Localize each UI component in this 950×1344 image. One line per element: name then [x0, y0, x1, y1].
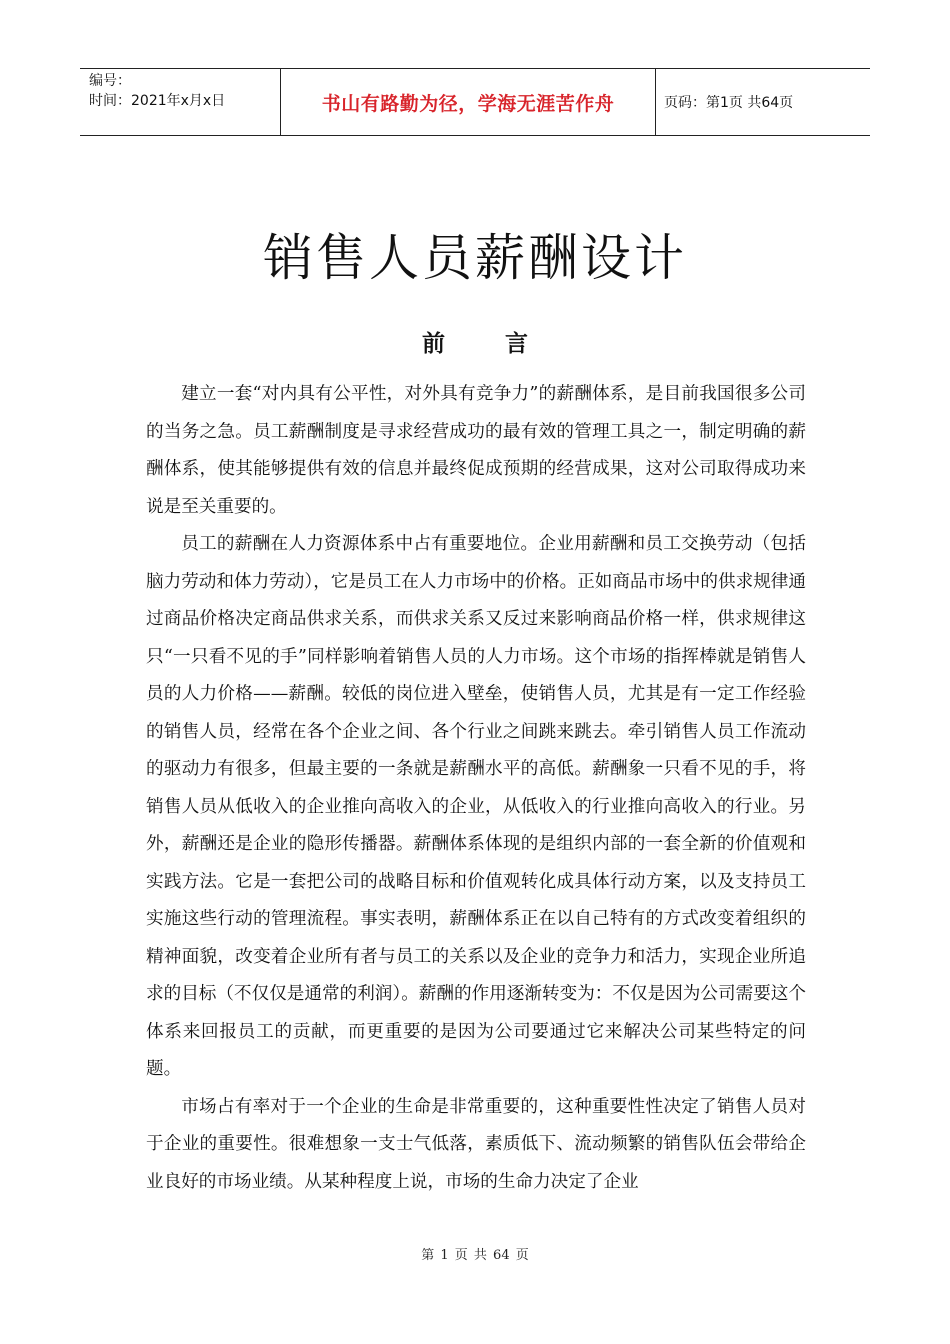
document-time-label: 时间：2021年x月x日 — [89, 93, 226, 109]
document-title: 销售人员薪酬设计 — [263, 229, 687, 287]
section-heading: 前言 — [422, 331, 588, 357]
header-motto: 书山有路勤为径，学海无涯苦作舟 — [280, 69, 656, 135]
paragraph: 市场占有率对于一个企业的生命是非常重要的，这种重要性性决定了销售人员对于企业的重要性。很难想象一支士气低落，素质低下、流动频繁的销售队伍会带给企业良好的市场业绩。从某种程度上说，市场的生命力决定了企业 — [146, 1096, 806, 1192]
page-footer: 第 1 页 共 64 页 — [421, 1248, 529, 1263]
document-body — [146, 376, 806, 1201]
page-header — [80, 68, 870, 136]
paragraph: 员工的薪酬在人力资源体系中占有重要地位。企业用薪酬和员工交换劳动（包括脑力劳动和体力劳动），它是员工在人力市场中的价格。正如商品市场中的供求规律通过商品价格决定商品供求关系，而供求关系又反过来影响商品价格一样，供求规律这只“一只看不见的手”同样影响着销售人员的人力市场。这个市场的指挥棒就是销售人员的人力价格——薪酬。较低的岗位进入壁垒，使销售人员，尤其是有一定工作经验的销售人员，经常在各个企业之间、各个行业之间跳来跳去。牵引销售人员工作流动的驱动力有很多，但最主要的一条就是薪酬水平的高低。薪酬象一只看不见的手，将销售人员从低收入的企业推向高收入的企业，从低收入的行业推向高收入的行业。另外，薪酬还是企业的隐形传播器。薪酬体系体现的是组织内部的一套全新的价值观和实践方法。它是一套把公司的战略目标和价值观转化成具体行动方案，以及支持员工实施这些行动的管理流程。事实表明，薪酬体系正在以自己特有的方式改变着组织的精神面貌，改变着企业所有者与员工的关系以及企业的竞争力和活力，实现企业所追求的目标（不仅仅是通常的利润）。薪酬的作用逐渐转变为：不仅是因为公司需要这个体系来回报员工的贡献，而更重要的是因为公司要通过它来解决公司某些特定的问题。 — [146, 534, 806, 1079]
header-meta — [80, 69, 280, 135]
document-number-label: 编号： — [89, 73, 131, 89]
header-page-info: 页码：第1页 共64页 — [664, 95, 794, 111]
paragraph: 建立一套“对内具有公平性，对外具有竞争力”的薪酬体系，是目前我国很多公司的当务之急。员工薪酬制度是寻求经营成功的最有效的管理工具之一，制定明确的薪酬体系，使其能够提供有效的信息并最终促成预期的经营成果，这对公司取得成功来说是至关重要的。 — [146, 384, 806, 517]
